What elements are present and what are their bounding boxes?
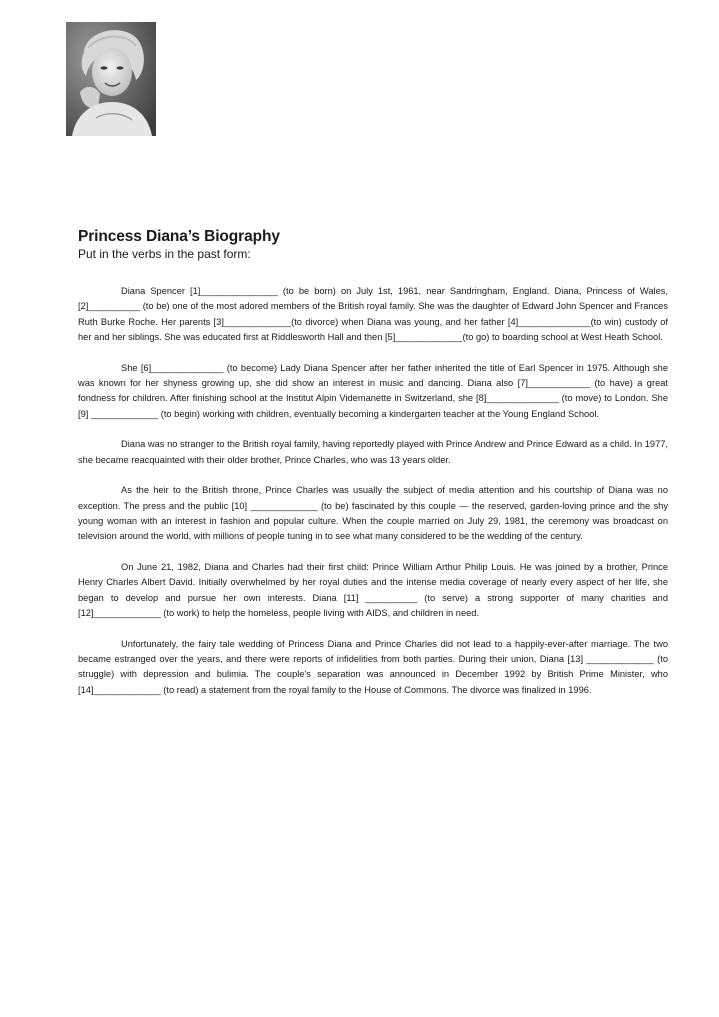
paragraph-2: She [6]______________ (to become) Lady Diana Spencer after her father inherited the title of Earl Spencer in 1975. Although she was known for her shyness growing up, she did show an interest in music and dancing. Diana also [7]____________ (to have) a great fondness for children. After finishing school at the Institut Alpin Videmanette in Switzerland, she [8]______________ (to move) to London. She [9] _____________ (to begin) working with children, eventually becoming a kindergarten teacher at the Young England School. (78, 362, 668, 419)
biography-text (78, 284, 668, 714)
page-title: Princess Diana’s Biography (78, 228, 280, 245)
paragraph-5: On June 21, 1982, Diana and Charles had their first child: Prince William Arthur Philip Louis. He was joined by a brother, Prince Henry Charles Albert David. Initially overwhelmed by her royal duties and the intense media coverage of nearly every aspect of her life, she began to develop and pursue her own interests. Diana [11] __________ (to serve) a strong supporter of many charities and [12]_____________ (to work) to help the homeless, people living with AIDS, and children in need. (78, 562, 668, 619)
paragraph-1: Diana Spencer [1]_______________ (to be born) on July 1st, 1961, near Sandringham, England. Diana, Princess of Wales, [2]__________ (to be) one of the most adored members of the British royal family. She was the daughter of Edward John Spencer and Frances Ruth Burke Roche. Her parents [3]_____________(to divorce) when Diana was young, and her father [4]______________(to win) custody of her and her siblings. She was educated first at Riddlesworth Hall and then [5]_____________(to go) to boarding school at West Heath School. (78, 286, 668, 342)
paragraph-3: Diana was no stranger to the British royal family, having reportedly played with Prince Andrew and Prince Edward as a child. In 1977, she became reacquainted with their older brother, Prince Charles, who was 13 years older. (78, 439, 668, 465)
paragraph-4: As the heir to the British throne, Prince Charles was usually the subject of media attention and his courtship of Diana was no exception. The press and the public [10] _____________ (to be) fascinated by this couple — the reserved, garden-loving prince and the shy young woman with an interest in fashion and popular culture. When the couple married on July 29, 1981, the ceremony was broadcast on television around the world, with millions of people tuning in to see what many considered to be the wedding of the century. (78, 485, 668, 542)
portrait-illustration (66, 22, 156, 136)
portrait-photo (66, 22, 156, 136)
paragraph-6: Unfortunately, the fairy tale wedding of Princess Diana and Prince Charles did not lead to a happily-ever-after marriage. The two became estranged over the years, and there were reports of infidelities from both parties. During their union, Diana [13] _____________ (to struggle) with depression and bulimia. The couple's separation was announced in December 1992 by British Prime Minister, who [14]_____________ (to read) a statement from the royal family to the House of Commons. The divorce was finalized in 1996. (78, 638, 668, 695)
exercise-instruction: Put in the verbs in the past form: (78, 247, 251, 261)
